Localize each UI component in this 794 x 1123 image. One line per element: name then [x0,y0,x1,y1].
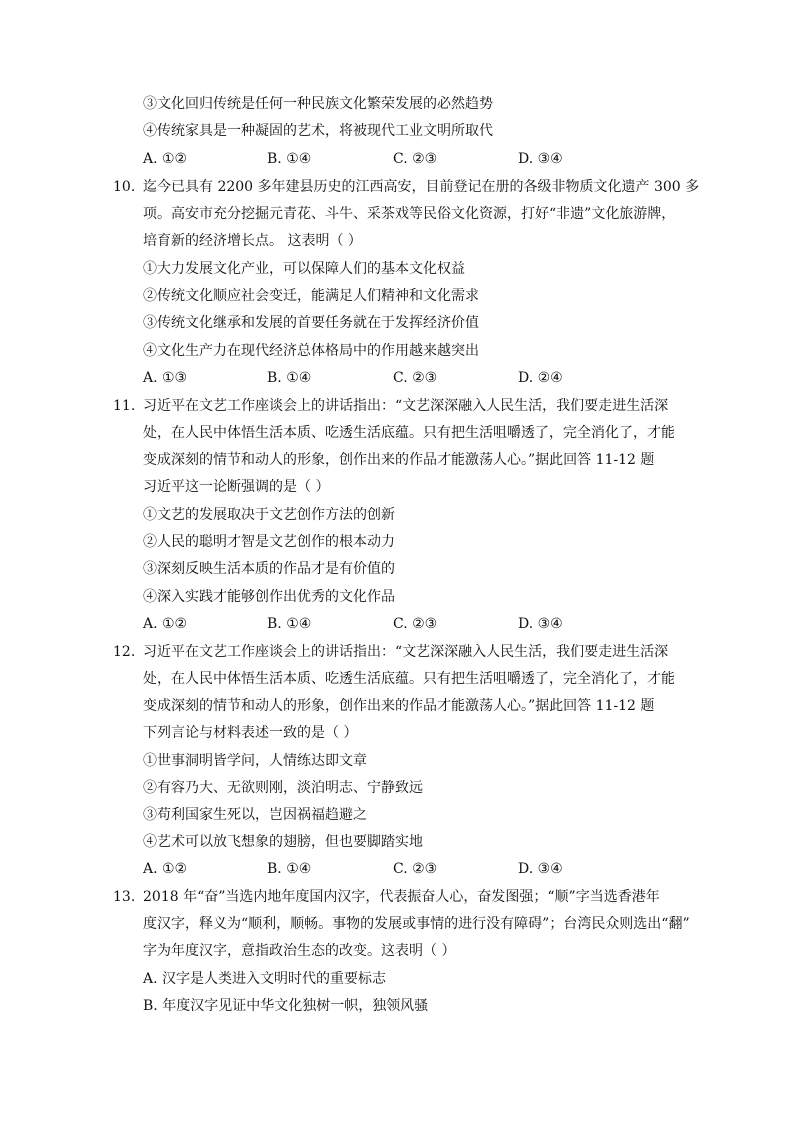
q12-number: 12. [113,644,136,660]
q10-stem-line-1: 迄今已具有 2200 多年建县历史的江西高安，目前登记在册的各级非物质文化遗产 300 多 [143,179,700,195]
q10-option-d[interactable]: D. ②④ [518,370,563,386]
q11-stem-line-3: 变成深刻的情节和动人的形象，创作出来的作品才能激荡人心。”据此回答 11-12 题 [143,452,655,468]
q12-statement-4: ④艺术可以放飞想象的翅膀，但也要脚踏实地 [143,834,423,850]
q10-statement-1: ①大力发展文化产业，可以保障人们的基本文化权益 [143,261,465,277]
q12-statement-3: ③苟利国家生死以，岂因祸福趋避之 [143,807,367,823]
q11-statement-2: ②人民的聪明才智是文艺创作的根本动力 [143,534,395,550]
q11-statement-4: ④深入实践才能够创作出优秀的文化作品 [143,589,395,605]
q11-option-d[interactable]: D. ③④ [518,616,563,632]
q10-option-a[interactable]: A. ①③ [143,370,188,386]
q11-stem-line-4: 习近平这一论断强调的是（ ） [143,479,330,495]
q13-stem-line-3: 字为年度汉字，意指政治生态的改变。这表明（ ） [143,943,456,959]
q12-stem-line-1: 习近平在文艺工作座谈会上的讲话指出：“文艺深深融入人民生活，我们要走进生活深 [143,644,669,660]
q12-statement-1: ①世事洞明皆学问，人情练达即文章 [143,753,367,769]
q10-statement-4: ④文化生产力在现代经济总体格局中的作用越来越突出 [143,343,479,359]
q9-option-a[interactable]: A. ①② [143,151,188,167]
q12-stem-line-2: 处，在人民中体悟生活本质、吃透生活底蕴。只有把生活咀嚼透了，完全消化了，才能 [143,671,675,687]
q11-number: 11. [113,398,136,414]
q12-option-b[interactable]: B. ①④ [267,861,312,877]
q9-statement-3: ③文化回归传统是任何一种民族文化繁荣发展的必然趋势 [143,96,493,112]
q10-option-b[interactable]: B. ①④ [267,370,312,386]
q11-stem-line-1: 习近平在文艺工作座谈会上的讲话指出：“文艺深深融入人民生活，我们要走进生活深 [143,398,669,414]
q9-option-c[interactable]: C. ②③ [393,151,438,167]
q11-option-c[interactable]: C. ②③ [393,616,438,632]
q10-stem-line-2: 项。高安市充分挖掘元青花、斗牛、采茶戏等民俗文化资源，打好“非遗”文化旅游牌， [143,206,676,222]
q11-option-a[interactable]: A. ①② [143,616,188,632]
q12-stem-line-3: 变成深刻的情节和动人的形象，创作出来的作品才能激荡人心。”据此回答 11-12 题 [143,698,655,714]
q13-option-a[interactable]: A. 汉字是人类进入文明时代的重要标志 [143,971,387,987]
q9-option-b[interactable]: B. ①④ [267,151,312,167]
q11-option-b[interactable]: B. ①④ [267,616,312,632]
q10-stem-line-3: 培育新的经济增长点。 这表明（ ） [143,233,362,249]
q12-statement-2: ②有容乃大、无欲则刚，淡泊明志、宁静致远 [143,780,423,796]
q12-option-a[interactable]: A. ①② [143,861,188,877]
q10-number: 10. [113,179,136,195]
q13-stem-line-1: 2018 年“奋”当选内地年度国内汉字，代表振奋人心，奋发图强；“顺”字当选香港年 [143,889,660,905]
q10-statement-2: ②传统文化顺应社会变迁，能满足人们精神和文化需求 [143,288,479,304]
q10-statement-3: ③传统文化继承和发展的首要任务就在于发挥经济价值 [143,315,479,331]
q13-stem-line-2: 度汉字，释义为“顺利，顺畅。事物的发展或事情的进行没有障碍”；台湾民众则选出“翻” [143,916,690,932]
q9-option-d[interactable]: D. ③④ [518,151,563,167]
q11-statement-1: ①文艺的发展取决于文艺创作方法的创新 [143,507,395,523]
q11-statement-3: ③深刻反映生活本质的作品才是有价值的 [143,561,395,577]
q12-option-c[interactable]: C. ②③ [393,861,438,877]
q12-option-d[interactable]: D. ③④ [518,861,563,877]
q9-statement-4: ④传统家具是一种凝固的艺术，将被现代工业文明所取代 [143,123,493,139]
q13-number: 13. [113,889,136,905]
q13-option-b[interactable]: B. 年度汉字见证中华文化独树一帜，独领风骚 [143,998,429,1014]
q11-stem-line-2: 处，在人民中体悟生活本质、吃透生活底蕴。只有把生活咀嚼透了，完全消化了，才能 [143,425,675,441]
q12-stem-line-4: 下列言论与材料表述一致的是（ ） [143,725,358,741]
q10-option-c[interactable]: C. ②③ [393,370,438,386]
